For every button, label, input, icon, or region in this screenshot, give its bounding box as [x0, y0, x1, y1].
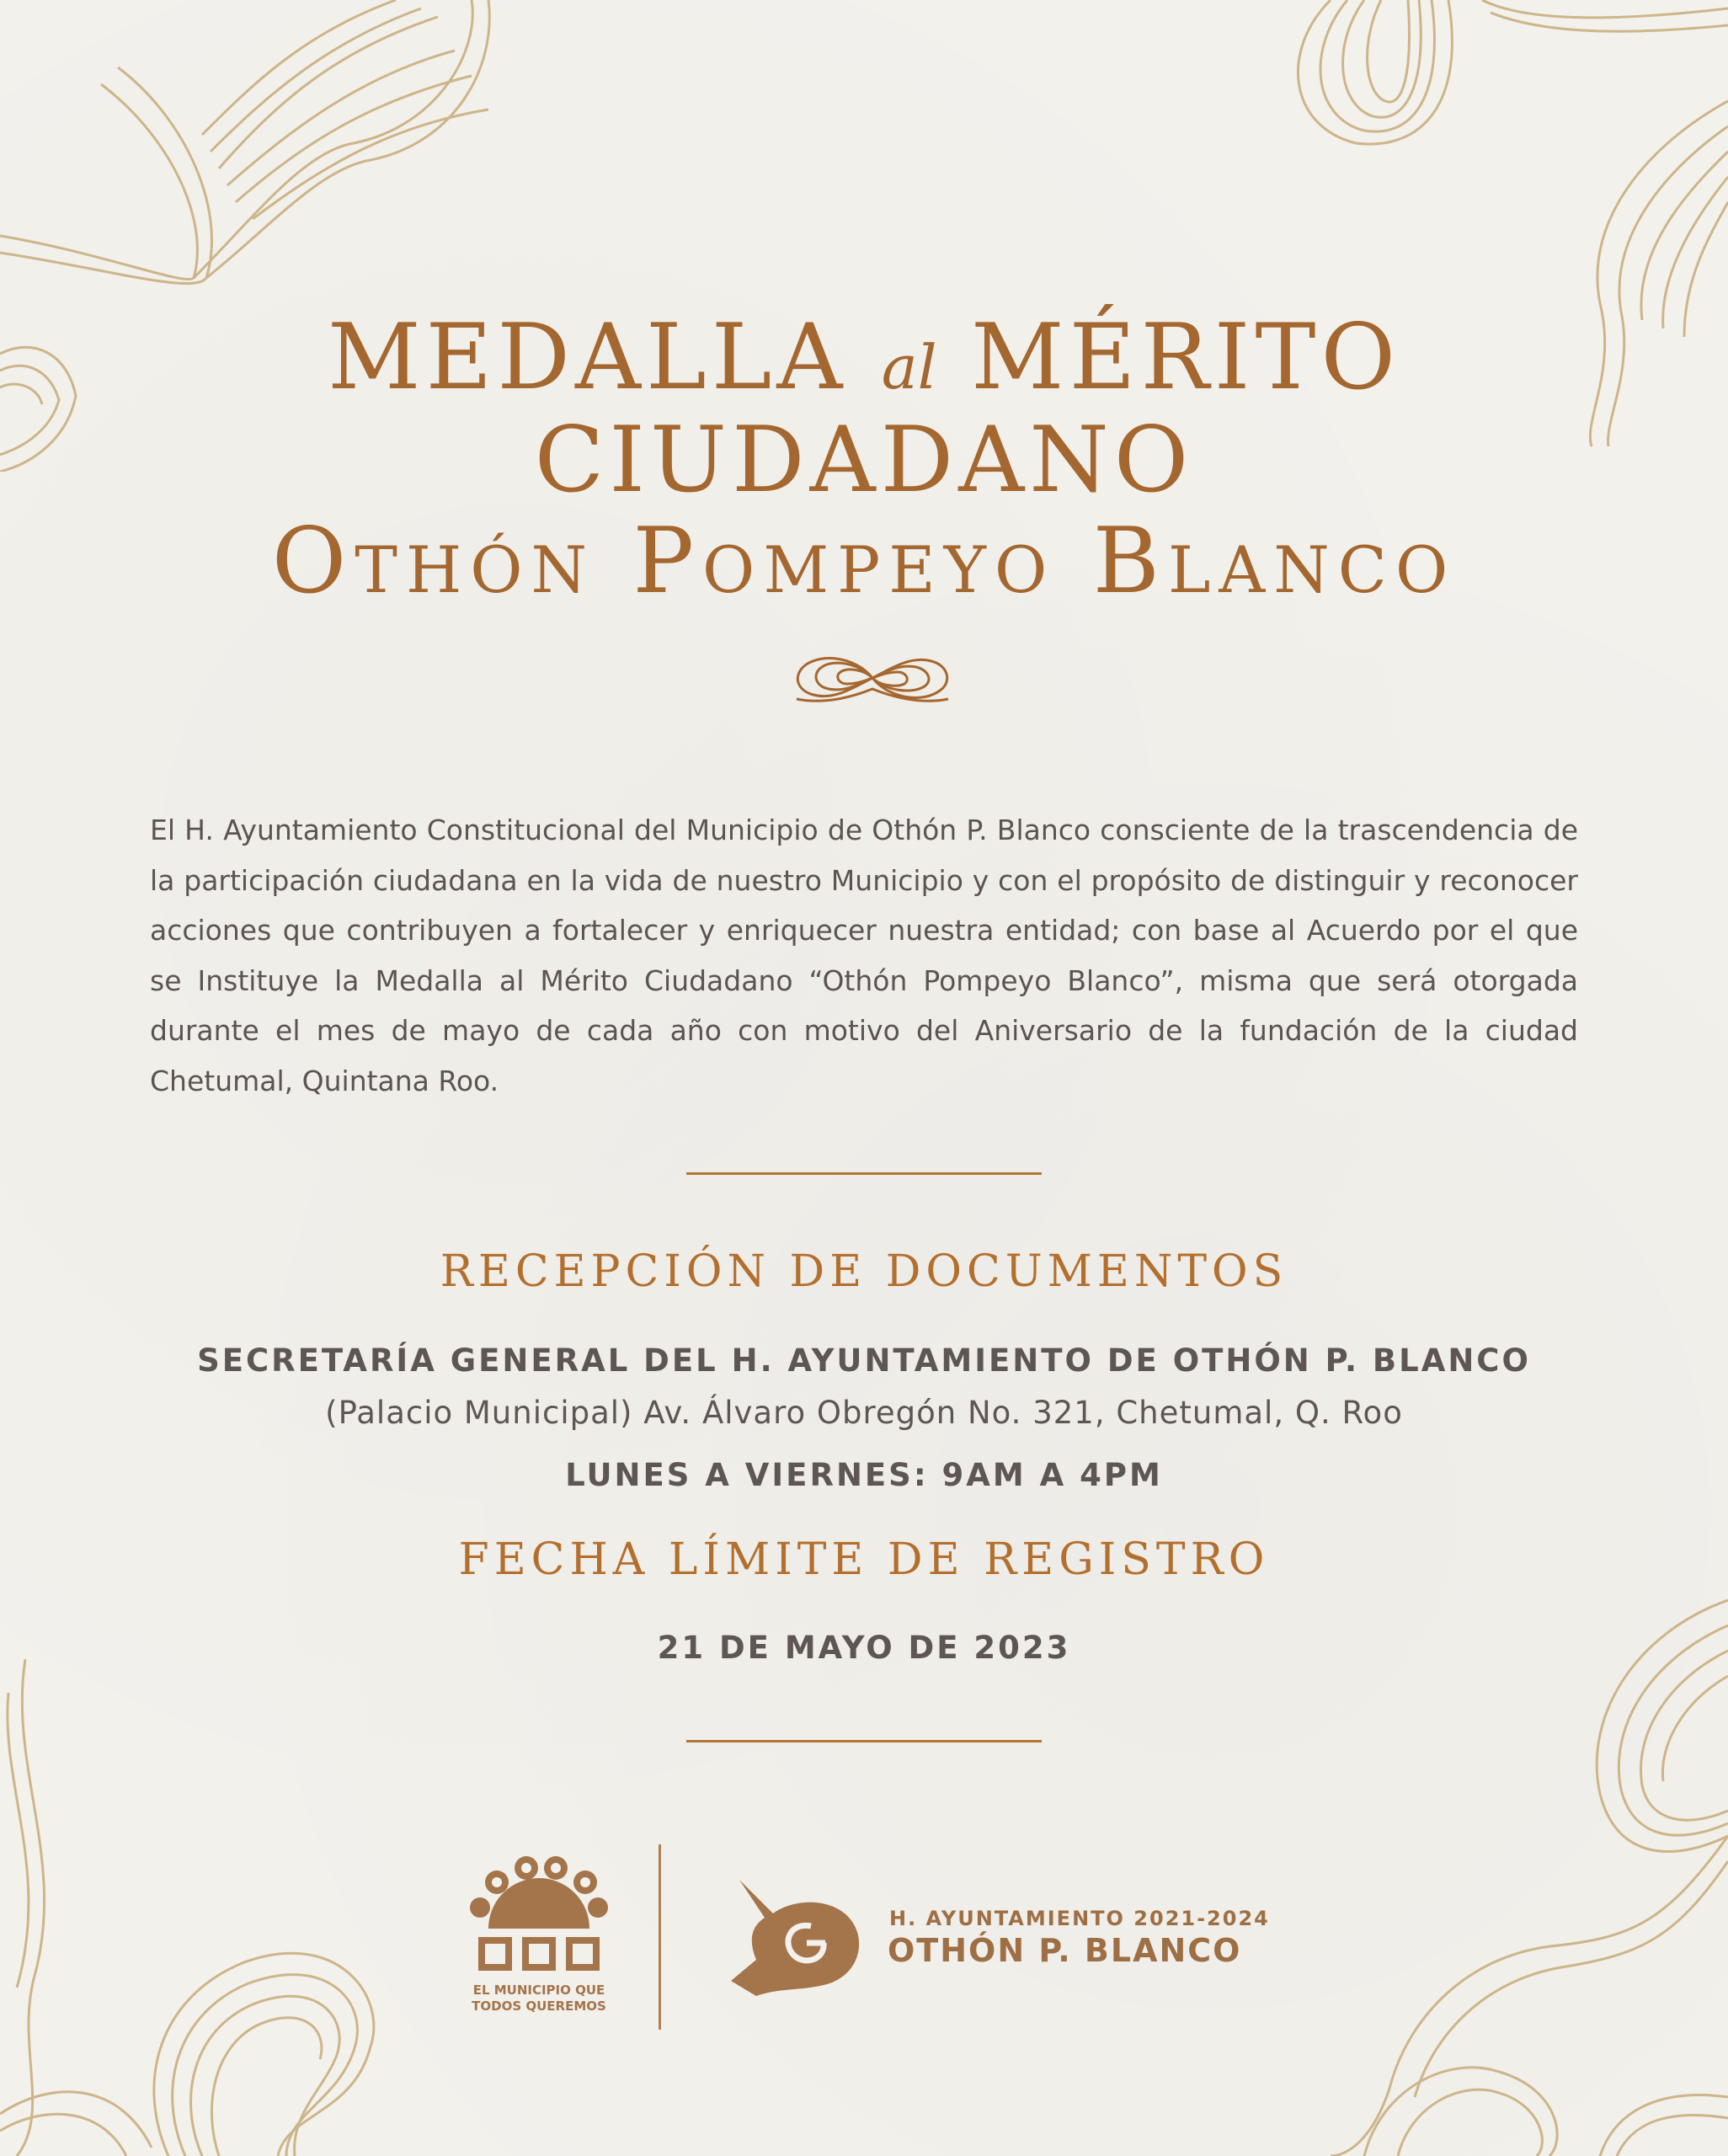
floral-ornament-bottom-right [1280, 1583, 1728, 2156]
title-word-al: al [881, 332, 937, 403]
title-word-medalla: MEDALLA [327, 305, 848, 410]
reception-office: SECRETARÍA GENERAL DEL H. AYUNTAMIENTO DE OTHÓN P. BLANCO [197, 1342, 1531, 1379]
body-paragraph: El H. Ayuntamiento Constitucional del Municipio de Othón P. Blanco consciente de la trascendencia de la participación ciudadana en la vida de nuestro Municipio y con el propósito de distinguir y reconocer acciones que contribuyen a fortalecer y enriquecer nuestra entidad; con base al Acuerdo por el que se Instituye la Medalla al Mérito Ciudadano “Othón Pompeyo Blanco”, misma que será otorgada durante el mes de mayo de cada año con motivo del Aniversario de la fundación de la ciudad Chetumal, Quintana Roo. [150, 814, 1578, 1097]
title-line-2: CIUDADANO [534, 408, 1194, 513]
deadline-heading: FECHA LÍMITE DE REGISTRO [458, 1534, 1270, 1585]
org-period: H. AYUNTAMIENTO 2021-2024 [889, 1907, 1270, 1930]
reception-address: (Palacio Municipal) Av. Álvaro Obregón No. 321, Chetumal, Q. Roo [325, 1395, 1403, 1431]
reception-hours: LUNES A VIERNES: 9AM A 4PM [565, 1457, 1163, 1493]
org-name: OTHÓN P. BLANCO [888, 1932, 1242, 1969]
title-line-3: Othón Pompeyo Blanco [271, 509, 1457, 614]
title-word-merito: MÉRITO [971, 305, 1401, 410]
reception-heading: RECEPCIÓN DE DOCUMENTOS [440, 1246, 1288, 1297]
deadline-date: 21 DE MAYO DE 2023 [657, 1630, 1071, 1666]
municipio-logo-text-1: EL MUNICIPIO QUE [472, 1983, 605, 1998]
floral-ornament-bottom-left [0, 1642, 404, 2156]
footer-divider [659, 1844, 661, 2030]
ayuntamiento-emblem-icon [723, 1880, 866, 1998]
knot-ornament-icon [788, 648, 957, 707]
municipio-logo-text-2: TODOS QUEREMOS [472, 1999, 606, 2014]
title-line-1 [0, 303, 1728, 422]
divider-rule-bottom [686, 1740, 1042, 1742]
divider-rule-top [686, 1172, 1042, 1175]
municipio-logo-icon [463, 1853, 615, 1979]
